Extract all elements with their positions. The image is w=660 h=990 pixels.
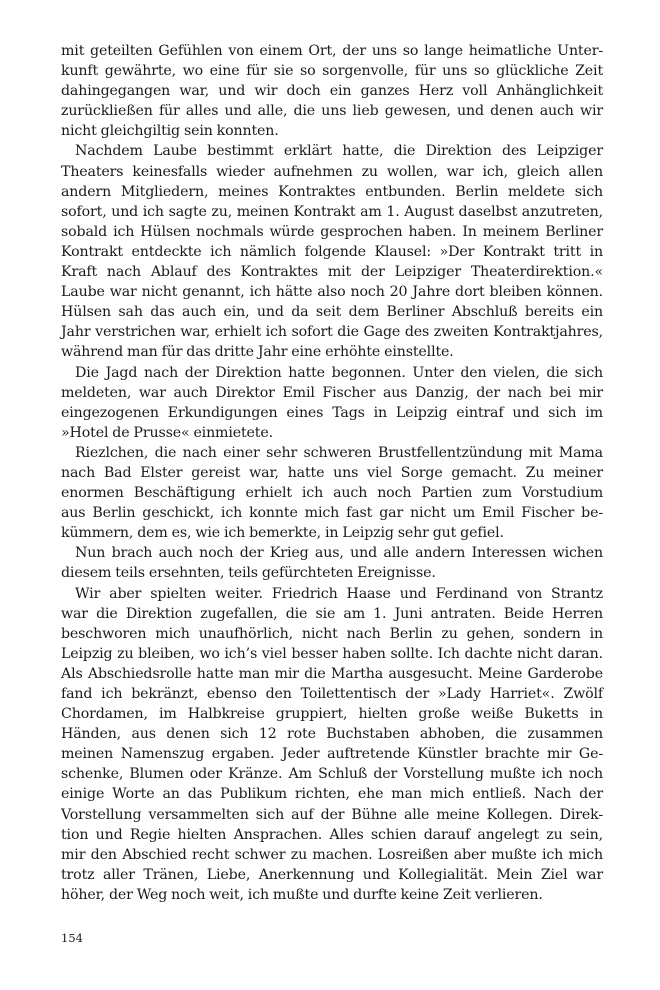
- text-line: Chordamen, im Halbkreise gruppiert, hielten große weiße Buketts in: [61, 706, 603, 723]
- text-line: Wir aber spielten weiter. Friedrich Haase und Ferdinand von Strantz: [75, 585, 603, 602]
- paragraph: [61, 141, 603, 362]
- text-line: Kontrakt entdeckte ich nämlich folgende Klausel: »Der Kontrakt tritt in: [61, 243, 603, 260]
- text-line: höher, der Weg noch weit, ich mußte und durfte keine Zeit verlieren.: [61, 886, 543, 903]
- text-line: meldeten, war auch Direktor Emil Fischer aus Danzig, der nach bei mir: [61, 384, 603, 401]
- text-line: sofort, und ich sagte zu, meinen Kontrakt am 1. August daselbst anzutreten,: [61, 203, 603, 220]
- text-line: beschworen mich unaufhörlich, nicht nach Berlin zu gehen, sondern in: [61, 625, 603, 642]
- text-line: Jahr verstrichen war, erhielt ich sofort die Gage des zweiten Kontraktjahres,: [61, 324, 603, 341]
- text-line: während man für das dritte Jahr eine erhöhte einstellte.: [61, 344, 454, 361]
- text-line: Hülsen sah das auch ein, und da seit dem Berliner Abschluß bereits ein: [61, 304, 603, 321]
- body-text: [61, 41, 603, 905]
- page-number: 154: [61, 931, 83, 945]
- text-line: kümmern, dem es, wie ich bemerkte, in Leipzig sehr gut gefiel.: [61, 525, 504, 542]
- text-line: Händen, aus denen sich 12 rote Buchstaben abhoben, die zusammen: [61, 726, 603, 743]
- text-line: kunft gewährte, wo eine für sie so sorgenvolle, für uns so glückliche Zeit: [61, 63, 603, 80]
- text-line: diesem teils ersehnten, teils gefürchteten Ereignisse.: [61, 565, 436, 582]
- text-line: nicht gleichgiltig sein konnten.: [61, 123, 279, 140]
- text-line: einige Worte an das Publikum richten, ehe man mich entließ. Nach der: [61, 786, 603, 803]
- text-line: trotz aller Tränen, Liebe, Anerkennung und Kollegialität. Mein Ziel war: [61, 866, 603, 883]
- text-line: Kraft nach Ablauf des Kontraktes mit der Leipziger Theaterdirektion.«: [61, 264, 603, 281]
- text-line: mir den Abschied recht schwer zu machen. Losreißen aber mußte ich mich: [61, 846, 603, 863]
- text-line: Leipzig zu bleiben, wo ich’s viel besser haben sollte. Ich dachte nicht daran.: [61, 645, 603, 662]
- paragraph: [61, 41, 603, 141]
- text-line: sobald ich Hülsen nochmals würde gesprochen haben. In meinem Berliner: [61, 223, 603, 240]
- text-line: nach Bad Elster gereist war, hatte uns viel Sorge gemacht. Zu meiner: [61, 464, 603, 481]
- text-line: dahingegangen war, und wir doch ein ganzes Herz voll Anhänglichkeit: [61, 83, 603, 100]
- text-line: Theaters keinesfalls wieder aufnehmen zu wollen, war ich, gleich allen: [61, 163, 603, 180]
- text-line: Nachdem Laube bestimmt erklärt hatte, die Direktion des Leipziger: [75, 143, 603, 160]
- text-line: fand ich bekränzt, ebenso den Toilettentisch der »Lady Harriet«. Zwölf: [61, 686, 603, 702]
- paragraph: [61, 363, 603, 443]
- paragraph: [61, 584, 603, 906]
- text-line: »Hotel de Prusse« einmietete.: [61, 424, 273, 441]
- text-line: Die Jagd nach der Direktion hatte begonnen. Unter den vielen, die sich: [75, 364, 603, 381]
- text-line: Riezlchen, die nach einer sehr schweren Brustfellentzündung mit Mama: [75, 444, 603, 461]
- text-line: mit geteilten Gefühlen von einem Ort, der uns so lange heimatliche Unter-: [61, 43, 603, 59]
- text-line: Vorstellung versammelten sich auf der Bühne alle meine Kollegen. Direk-: [61, 806, 603, 823]
- text-line: zurückließen für alles und alle, die uns lieb gewesen, und denen auch wir: [61, 103, 603, 120]
- text-line: tion und Regie hielten Ansprachen. Alles schien darauf angelegt zu sein,: [61, 826, 603, 843]
- paragraph: [61, 443, 603, 543]
- text-line: Laube war nicht genannt, ich hätte also noch 20 Jahre dort bleiben können.: [61, 284, 603, 301]
- text-line: meinen Namenszug ergaben. Jeder auftretende Künstler brachte mir Ge-: [61, 746, 603, 763]
- paragraph: [61, 543, 603, 583]
- text-line: war die Direktion zugefallen, die sie am 1. Juni antraten. Beide Herren: [61, 605, 603, 622]
- text-line: Nun brach auch noch der Krieg aus, und alle andern Interessen wichen: [75, 545, 603, 562]
- text-line: Als Abschiedsrolle hatte man mir die Martha ausgesucht. Meine Garderobe: [61, 665, 603, 682]
- text-line: eingezogenen Erkundigungen eines Tags in Leipzig eintraf und sich im: [61, 404, 603, 421]
- text-line: aus Berlin geschickt, ich konnte mich fast gar nicht um Emil Fischer be-: [61, 505, 603, 522]
- text-line: andern Mitgliedern, meines Kontraktes entbunden. Berlin meldete sich: [61, 183, 603, 200]
- text-line: schenke, Blumen oder Kränze. Am Schluß der Vorstellung mußte ich noch: [61, 766, 603, 783]
- text-line: enormen Beschäftigung erhielt ich auch noch Partien zum Vorstudium: [61, 485, 603, 502]
